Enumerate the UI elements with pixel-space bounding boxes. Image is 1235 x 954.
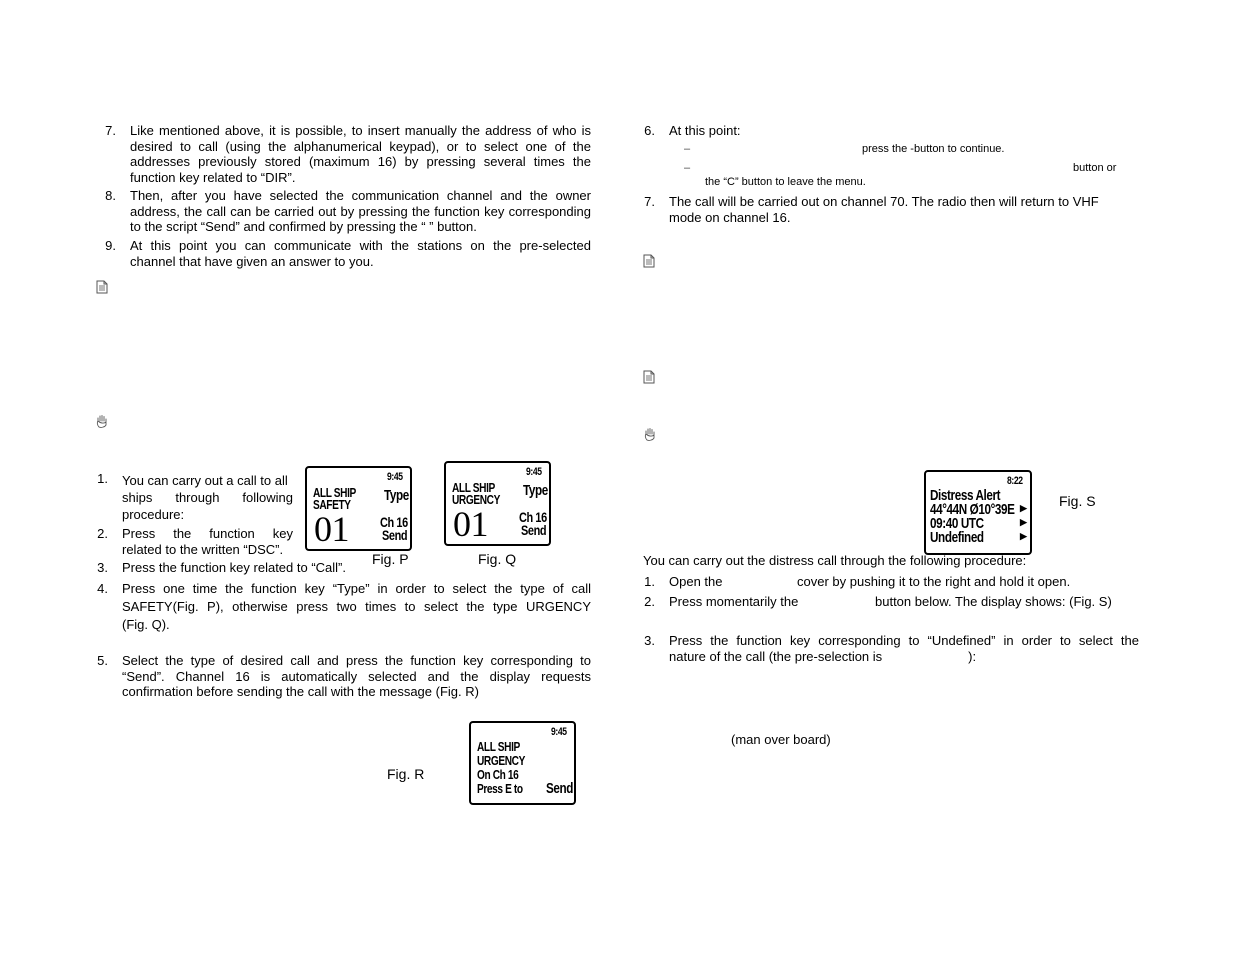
step-number: 3.: [97, 560, 108, 575]
note-icon: [96, 280, 108, 294]
arrow-right-icon: ▶: [1020, 517, 1027, 527]
sub-item-continue: press the -button to continue.: [862, 143, 1005, 155]
arrow-right-icon: ▶: [1020, 531, 1027, 541]
text-fragment: Open the: [669, 574, 723, 589]
text-fragment: Press momentarily the: [669, 594, 799, 609]
text-line: addresses previously stored (maximum 16) by pressing several times the: [130, 154, 591, 169]
display-time: 9:45: [525, 466, 542, 478]
note-icon: [643, 254, 655, 268]
text-line: At this point you can communicate with the stations on the pre-selected: [130, 238, 591, 253]
text-line: desired to call (using the alphanumerical keypad), or to select one of the: [130, 138, 591, 154]
text-line: function key related to “DIR”.: [130, 169, 296, 185]
text-line: (Fig. Q).: [122, 617, 170, 632]
note-icon: [643, 370, 655, 384]
display-line-1: ALL SHIP: [313, 485, 356, 500]
hand-icon: [644, 427, 656, 441]
text-line: The call will be carried out on channel 70. The radio then will return to VHF: [669, 194, 1099, 209]
fig-q-caption: Fig. Q: [478, 551, 517, 567]
fig-p-display: [305, 466, 412, 551]
display-line-4: Press E to: [477, 781, 523, 796]
mob-note: (man over board): [731, 732, 831, 747]
text-fragment: button below. The display shows: (Fig. S): [875, 594, 1112, 609]
step-number: 9.: [105, 238, 116, 253]
display-softkey-type: Type: [384, 487, 409, 504]
display-address-number: 01: [453, 504, 488, 544]
text-fragment: cover by pushing it to the right and hold it open.: [797, 574, 1071, 589]
display-line-1: Distress Alert: [930, 487, 1001, 504]
dash-bullet: –: [684, 162, 691, 174]
text-line: SAFETY(Fig. P), otherwise press two times to select the type URGENCY: [122, 599, 591, 614]
arrow-right-icon: ▶: [1020, 503, 1027, 513]
text-line: Press one time the function key “Type” in order to select the type of call: [122, 581, 591, 596]
text-line: confirmation before sending the call with the message (Fig. R): [122, 684, 479, 699]
text-line: Select the type of desired call and press the function key corresponding to: [122, 653, 591, 668]
text-line: “Send”. Channel 16 is automatically selected and the display requests: [122, 668, 591, 684]
fig-p-caption: Fig. P: [372, 551, 409, 567]
step-number: 1.: [97, 471, 108, 486]
display-line-2: URGENCY: [452, 492, 500, 507]
step-number: 7.: [644, 194, 655, 209]
display-line-1: ALL SHIP: [477, 739, 520, 754]
step-number: 8.: [105, 188, 116, 203]
fig-r-display: [469, 721, 576, 805]
text-line: Press the function key: [122, 526, 293, 541]
step-number: 6.: [644, 123, 655, 138]
step-number: 2.: [644, 594, 655, 609]
step-number: 1.: [644, 574, 655, 589]
fig-r-caption: Fig. R: [387, 766, 425, 782]
fig-s-caption: Fig. S: [1059, 493, 1096, 509]
text-fragment: nature of the call (the pre-selection is: [669, 648, 883, 664]
text-line: At this point:: [669, 123, 741, 138]
step-number: 3.: [644, 633, 655, 648]
display-channel: Ch 16: [380, 514, 408, 530]
step-number: 2.: [97, 526, 108, 541]
display-channel: Ch 16: [519, 509, 547, 525]
display-line-3: 09:40 UTC: [930, 515, 984, 532]
text-line: ships through following: [122, 490, 293, 505]
step-number: 5.: [97, 653, 108, 668]
fig-s-display: [924, 470, 1032, 555]
display-softkey-send: Send: [521, 522, 547, 538]
step-number: 7.: [105, 123, 116, 138]
text-line: related to the written “DSC”.: [122, 541, 284, 557]
display-line-2: 44°44N Ø10°39E: [930, 501, 1015, 518]
display-line-2: SAFETY: [313, 497, 351, 512]
text-line: Press the function key related to “Call”.: [122, 560, 346, 575]
text-line: channel that have given an answer to you.: [130, 253, 374, 269]
text-line: address, the call can be carried out by pressing the function key corresponding: [130, 203, 591, 219]
text-line: mode on channel 16.: [669, 209, 791, 225]
display-address-number: 01: [314, 509, 349, 549]
procedure-intro: You can carry out the distress call through the following procedure:: [643, 553, 1027, 568]
fig-q-display: [444, 461, 551, 546]
display-line-2: URGENCY: [477, 753, 525, 768]
sub-item-button-or: button or: [1073, 162, 1117, 174]
dash-bullet: –: [684, 143, 691, 155]
display-softkey-type: Type: [523, 482, 548, 499]
text-line: to the script “Send” and confirmed by pressing the “ ” button.: [130, 219, 477, 234]
text-line: Then, after you have selected the communication channel and the owner: [130, 188, 591, 203]
text-line: Press the function key corresponding to “Undefined” in order to select the: [669, 633, 1139, 648]
text-line: [669, 649, 1139, 665]
step-number: 4.: [97, 581, 108, 596]
display-line-1: ALL SHIP: [452, 480, 495, 495]
text-line: procedure:: [122, 507, 185, 522]
display-softkey-send: Send: [546, 780, 574, 797]
text-line: Like mentioned above, it is possible, to insert manually the address of who is: [130, 123, 591, 138]
text-fragment: ):: [968, 648, 977, 664]
display-time: 9:45: [386, 471, 403, 483]
sub-item-leave-menu: the “C” button to leave the menu.: [705, 176, 866, 188]
display-line-3: On Ch 16: [477, 767, 519, 782]
display-time: 8:22: [1006, 475, 1023, 487]
text-line: You can carry out a call to all: [122, 473, 288, 488]
hand-icon: [96, 414, 108, 428]
display-softkey-send: Send: [382, 527, 408, 543]
display-time: 9:45: [550, 726, 567, 738]
display-line-4: Undefined: [930, 529, 984, 546]
